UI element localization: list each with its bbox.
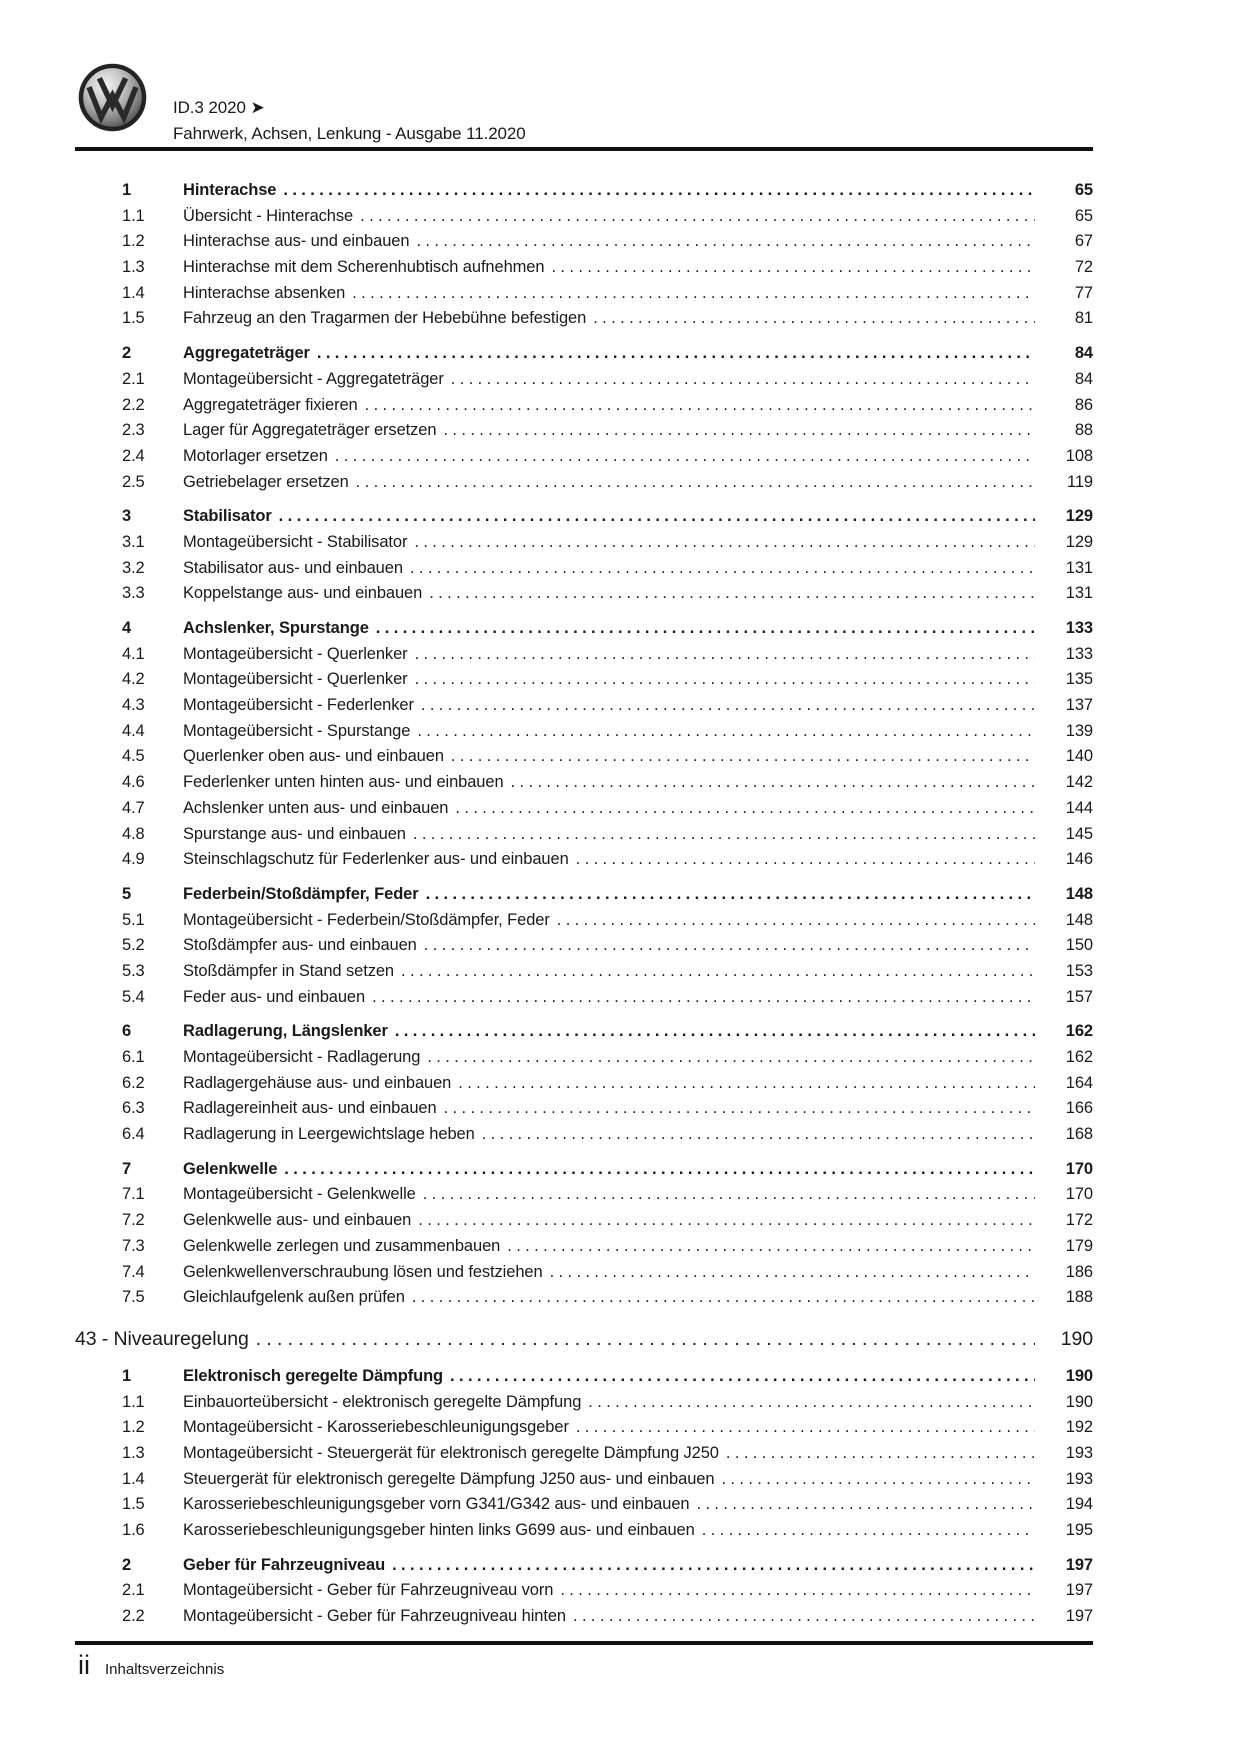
toc-entry-number: 3.3	[122, 584, 145, 603]
dot-leader	[573, 1604, 1035, 1630]
toc-entry-title: Montageübersicht - Stabilisator	[183, 532, 408, 551]
toc-entry-page: 153	[1065, 961, 1093, 980]
dot-leader	[511, 770, 1035, 796]
dot-leader	[410, 556, 1035, 582]
toc-entry-number: 1	[122, 1366, 132, 1385]
dot-leader	[365, 393, 1035, 419]
dot-leader	[429, 581, 1035, 607]
toc-entry-title: Elektronisch geregelte Dämpfung	[183, 1366, 444, 1385]
toc-entry-page: 108	[1065, 446, 1093, 465]
toc-entry-title: Stabilisator	[183, 507, 272, 526]
dot-leader	[427, 1045, 1035, 1071]
toc-entry-title: Montageübersicht - Federlenker	[183, 696, 414, 715]
toc-entry-page: 139	[1065, 721, 1093, 740]
toc-entry-title: Montageübersicht - Federbein/Stoßdämpfer, Feder	[183, 910, 550, 929]
toc-subsection-row	[75, 204, 1093, 230]
toc-subsection-row	[75, 281, 1093, 307]
toc-entry-title: Gelenkwelle zerlegen und zusammenbauen	[183, 1236, 501, 1255]
toc-subsection-row	[75, 530, 1093, 556]
toc-entry-title: Aggregateträger fixieren	[183, 395, 358, 414]
toc-entry-number: 4	[122, 619, 132, 637]
toc-entry-page: 197	[1065, 1607, 1093, 1626]
toc-entry-number: 2.1	[122, 1581, 145, 1600]
toc-section-row	[75, 1019, 1093, 1045]
toc-entry-page: 65	[1074, 181, 1093, 199]
toc-entry-title: Montageübersicht - Querlenker	[183, 670, 408, 689]
dot-leader	[451, 744, 1035, 770]
toc-entry-title: Karosseriebeschleunigungsgeber hinten links G699 aus- und einbauen	[183, 1521, 695, 1539]
toc-entry-title: Radlagerung in Leergewichtslage heben	[183, 1125, 475, 1144]
toc-entry-page: 168	[1065, 1125, 1093, 1144]
dot-leader	[696, 1492, 1035, 1518]
toc-entry-number: 5.4	[122, 987, 145, 1006]
toc-entry-page: 148	[1065, 884, 1093, 903]
toc-chapter-row	[75, 1324, 1093, 1355]
toc-entry-number: 2.3	[122, 421, 145, 440]
toc-subsection-row	[75, 229, 1093, 255]
dot-leader	[416, 229, 1035, 255]
toc-entry-number: 5.3	[122, 961, 145, 980]
vw-logo	[78, 63, 147, 132]
dot-leader	[352, 281, 1035, 307]
dot-leader	[317, 341, 1035, 367]
toc-entry-title: Montageübersicht - Radlagerung	[183, 1048, 421, 1066]
toc-section-row	[75, 1553, 1093, 1579]
toc-entry-page: 77	[1074, 283, 1093, 302]
toc-entry-page: 137	[1065, 696, 1093, 715]
dot-leader	[418, 1208, 1035, 1234]
toc-entry-page: 146	[1065, 850, 1093, 869]
toc-entry-page: 65	[1074, 206, 1093, 225]
toc-entry-number: 1.6	[122, 1521, 145, 1539]
toc-entry-number: 2.2	[122, 1607, 145, 1626]
toc-entry-title: Gelenkwellenverschraubung lösen und festziehen	[183, 1262, 543, 1281]
toc-subsection-row	[75, 1045, 1093, 1071]
toc-subsection-row	[75, 1096, 1093, 1122]
toc-entry-title: Radlagerung, Längslenker	[183, 1022, 388, 1041]
toc-subsection-row	[75, 985, 1093, 1011]
toc-entry-page: 148	[1065, 910, 1093, 929]
dot-leader	[576, 1415, 1035, 1441]
toc-entry-page: 119	[1066, 472, 1093, 491]
toc-subsection-row	[75, 642, 1093, 668]
toc-subsection-row	[75, 306, 1093, 332]
dot-leader	[413, 822, 1035, 848]
toc-entry-title: Motorlager ersetzen	[183, 446, 328, 465]
toc-entry-number: 1.3	[122, 258, 145, 277]
toc-entry-page: 195	[1065, 1521, 1093, 1539]
toc-entry-title: Feder aus- und einbauen	[183, 987, 366, 1006]
dot-leader	[721, 1467, 1035, 1493]
toc-entry-number: 7.1	[122, 1185, 145, 1204]
header-model-line: ID.3 2020 ➤	[173, 98, 265, 117]
toc-entry-page: 140	[1065, 747, 1093, 766]
toc-entry-title: Montageübersicht - Steuergerät für elektronisch geregelte Dämpfung J250	[183, 1443, 719, 1462]
toc-subsection-row	[75, 1182, 1093, 1208]
dot-leader	[414, 530, 1035, 556]
toc-section-row	[75, 882, 1093, 908]
dot-leader	[417, 719, 1035, 745]
toc-entry-title: Hinterachse	[183, 181, 277, 199]
toc-entry-title: Steuergerät für elektronisch geregelte Dämpfung J250 aus- und einbauen	[183, 1469, 715, 1488]
dot-leader	[560, 1578, 1035, 1604]
toc-entry-title: Gelenkwelle aus- und einbauen	[183, 1211, 412, 1230]
dot-leader	[415, 667, 1035, 693]
toc-entry-page: 192	[1065, 1418, 1093, 1437]
header-subtitle: Fahrwerk, Achsen, Lenkung - Ausgabe 11.2020	[173, 124, 526, 143]
toc-entry-title: Federlenker unten hinten aus- und einbauen	[183, 773, 504, 792]
dot-leader	[421, 693, 1035, 719]
toc-section-row	[75, 1157, 1093, 1183]
toc-subsection-row	[75, 1234, 1093, 1260]
toc-entry-title: Lager für Aggregateträger ersetzen	[183, 421, 437, 440]
toc-subsection-row	[75, 1208, 1093, 1234]
page-footer	[78, 1650, 224, 1680]
toc-entry-title: Hinterachse absenken	[183, 283, 346, 302]
toc-entry-page: 157	[1065, 987, 1093, 1006]
toc-entry-title: Stoßdämpfer aus- und einbauen	[183, 936, 417, 955]
dot-leader	[576, 847, 1035, 873]
footer-section-label: Inhaltsverzeichnis	[105, 1661, 225, 1678]
toc-entry-number: 7.2	[122, 1211, 145, 1230]
toc-subsection-row	[75, 393, 1093, 419]
toc-entry-number: 7	[122, 1159, 132, 1178]
toc-entry-number: 1.3	[122, 1443, 145, 1462]
toc-entry-page: 67	[1074, 232, 1093, 251]
dot-leader	[395, 1019, 1035, 1045]
toc-entry-title: Stabilisator aus- und einbauen	[183, 558, 403, 577]
toc-subsection-row	[75, 770, 1093, 796]
dot-leader	[507, 1234, 1035, 1260]
toc-entry-page: 86	[1074, 395, 1093, 414]
toc-subsection-row	[75, 581, 1093, 607]
page-header	[173, 95, 526, 147]
toc-subsection-row	[75, 719, 1093, 745]
toc-entry-number: 4.6	[122, 773, 145, 792]
toc-entry-number: 1.1	[122, 206, 145, 225]
toc-entry-title: Hinterachse aus- und einbauen	[183, 232, 410, 251]
toc-subsection-row	[75, 1467, 1093, 1493]
table-of-contents	[75, 169, 1093, 1630]
toc-entry-number: 6.4	[122, 1125, 145, 1144]
toc-section-row	[75, 616, 1093, 642]
toc-entry-number: 4.3	[122, 696, 145, 715]
toc-entry-title: Montageübersicht - Spurstange	[183, 721, 411, 740]
dot-leader	[256, 1324, 1035, 1355]
toc-entry-page: 193	[1065, 1443, 1093, 1462]
toc-entry-number: 6.2	[122, 1073, 145, 1092]
dot-leader	[458, 1071, 1035, 1097]
toc-section-row	[75, 341, 1093, 367]
toc-entry-page: 133	[1065, 619, 1093, 637]
toc-entry-page: 179	[1065, 1236, 1093, 1255]
toc-subsection-row	[75, 959, 1093, 985]
dot-leader	[426, 882, 1035, 908]
dot-leader	[702, 1518, 1035, 1544]
dot-leader	[401, 959, 1035, 985]
toc-entry-number: 1.2	[122, 232, 145, 251]
toc-entry-number: 5.2	[122, 936, 145, 955]
toc-subsection-row	[75, 1441, 1093, 1467]
toc-entry-title: Montageübersicht - Geber für Fahrzeugniveau vorn	[183, 1581, 554, 1600]
toc-entry-number: 3	[122, 507, 132, 526]
toc-entry-page: 150	[1065, 936, 1093, 955]
toc-entry-number: 1.5	[122, 309, 145, 328]
dot-leader	[415, 642, 1035, 668]
dot-leader	[279, 504, 1035, 530]
toc-entry-page: 162	[1065, 1022, 1093, 1041]
dot-leader	[726, 1441, 1035, 1467]
dot-leader	[283, 178, 1035, 204]
toc-entry-page: 172	[1065, 1211, 1093, 1230]
toc-section-row	[75, 1364, 1093, 1390]
toc-entry-number: 2.2	[122, 395, 145, 414]
toc-subsection-row	[75, 667, 1093, 693]
toc-subsection-row	[75, 556, 1093, 582]
toc-entry-number: 5.1	[122, 910, 145, 929]
toc-entry-title: Koppelstange aus- und einbauen	[183, 584, 423, 603]
header-divider	[75, 147, 1093, 151]
dot-leader	[372, 985, 1035, 1011]
toc-subsection-row	[75, 1285, 1093, 1311]
toc-entry-page: 133	[1065, 644, 1093, 663]
dot-leader	[284, 1157, 1035, 1183]
toc-entry-title: Montageübersicht - Gelenkwelle	[183, 1185, 416, 1204]
dot-leader	[392, 1553, 1035, 1579]
toc-entry-number: 2	[122, 344, 132, 363]
toc-subsection-row	[75, 933, 1093, 959]
toc-entry-title: Montageübersicht - Aggregateträger	[183, 369, 444, 388]
dot-leader	[360, 204, 1035, 230]
toc-entry-page: 81	[1074, 309, 1093, 328]
toc-entry-number: 1.2	[122, 1418, 145, 1437]
toc-entry-title: Radlagergehäuse aus- und einbauen	[183, 1073, 452, 1092]
toc-entry-number: 1.1	[122, 1392, 145, 1411]
dot-leader	[412, 1285, 1035, 1311]
toc-entry-page: 170	[1065, 1159, 1093, 1178]
toc-entry-number: 3.2	[122, 558, 145, 577]
toc-subsection-row	[75, 444, 1093, 470]
toc-subsection-row	[75, 1071, 1093, 1097]
toc-entry-page: 164	[1065, 1073, 1093, 1092]
dot-leader	[423, 1182, 1035, 1208]
dot-leader	[443, 418, 1035, 444]
toc-entry-number: 6.3	[122, 1099, 145, 1118]
toc-entry-number: 2.1	[122, 369, 145, 388]
footer-page-number: ii	[78, 1650, 90, 1680]
toc-entry-title: Spurstange aus- und einbauen	[183, 824, 406, 843]
toc-chapter-title: 43 - Niveauregelung	[75, 1327, 249, 1350]
toc-subsection-row	[75, 1390, 1093, 1416]
toc-subsection-row	[75, 1415, 1093, 1441]
toc-entry-number: 1	[122, 181, 132, 199]
toc-entry-title: Gleichlaufgelenk außen prüfen	[183, 1288, 405, 1307]
dot-leader	[593, 306, 1035, 332]
toc-section-row	[75, 178, 1093, 204]
dot-leader	[551, 255, 1035, 281]
toc-entry-title: Radlagereinheit aus- und einbauen	[183, 1099, 437, 1118]
dot-leader	[335, 444, 1035, 470]
toc-entry-page: 190	[1065, 1392, 1093, 1411]
toc-entry-title: Karosseriebeschleunigungsgeber vorn G341/G342 aus- und einbauen	[183, 1495, 690, 1514]
toc-entry-number: 4.8	[122, 824, 145, 843]
toc-entry-number: 2.5	[122, 472, 145, 491]
toc-entry-page: 88	[1074, 421, 1093, 440]
toc-entry-title: Montageübersicht - Karosseriebeschleunigungsgeber	[183, 1418, 569, 1437]
dot-leader	[376, 616, 1035, 642]
toc-entry-title: Übersicht - Hinterachse	[183, 206, 354, 225]
toc-entry-page: 190	[1065, 1366, 1093, 1385]
toc-subsection-row	[75, 1578, 1093, 1604]
toc-entry-title: Gelenkwelle	[183, 1159, 278, 1178]
toc-entry-number: 4.2	[122, 670, 145, 689]
toc-entry-number: 4.5	[122, 747, 145, 766]
toc-subsection-row	[75, 1518, 1093, 1544]
toc-subsection-row	[75, 744, 1093, 770]
toc-entry-number: 7.5	[122, 1288, 145, 1307]
toc-entry-page: 193	[1065, 1469, 1093, 1488]
toc-entry-page: 131	[1065, 584, 1093, 603]
toc-entry-title: Querlenker oben aus- und einbauen	[183, 747, 444, 766]
toc-entry-number: 4.9	[122, 850, 145, 869]
toc-subsection-row	[75, 908, 1093, 934]
toc-entry-title: Steinschlagschutz für Federlenker aus- und einbauen	[183, 850, 569, 869]
dot-leader	[444, 1096, 1035, 1122]
toc-entry-page: 142	[1065, 773, 1093, 792]
toc-entry-title: Getriebelager ersetzen	[183, 472, 349, 491]
toc-entry-page: 188	[1065, 1288, 1093, 1307]
toc-entry-number: 2	[122, 1555, 132, 1574]
toc-entry-title: Einbauorteübersicht - elektronisch geregelte Dämpfung	[183, 1392, 582, 1411]
toc-entry-number: 4.4	[122, 721, 145, 740]
toc-entry-page: 131	[1065, 558, 1093, 577]
toc-entry-number: 6.1	[122, 1048, 145, 1066]
toc-entry-number: 1.4	[122, 283, 145, 302]
toc-entry-number: 6	[122, 1022, 132, 1041]
dot-leader	[424, 933, 1035, 959]
dot-leader	[550, 1260, 1035, 1286]
toc-entry-page: 190	[1060, 1327, 1093, 1350]
toc-entry-number: 5	[122, 884, 132, 903]
toc-entry-page: 197	[1065, 1581, 1093, 1600]
dot-leader	[557, 908, 1035, 934]
toc-entry-page: 194	[1065, 1495, 1093, 1514]
toc-subsection-row	[75, 1122, 1093, 1148]
toc-entry-title: Geber für Fahrzeugniveau	[183, 1555, 386, 1574]
toc-entry-number: 3.1	[122, 532, 145, 551]
dot-leader	[451, 367, 1035, 393]
footer-divider	[75, 1641, 1093, 1645]
dot-leader	[455, 796, 1035, 822]
toc-entry-title: Hinterachse mit dem Scherenhubtisch aufnehmen	[183, 258, 545, 277]
toc-entry-title: Montageübersicht - Querlenker	[183, 644, 408, 663]
toc-entry-number: 2.4	[122, 446, 145, 465]
toc-entry-page: 166	[1065, 1099, 1093, 1118]
toc-entry-title: Stoßdämpfer in Stand setzen	[183, 961, 395, 980]
toc-subsection-row	[75, 1492, 1093, 1518]
toc-entry-number: 1.4	[122, 1469, 145, 1488]
toc-subsection-row	[75, 470, 1093, 496]
toc-section-row	[75, 504, 1093, 530]
toc-entry-page: 84	[1074, 369, 1093, 388]
toc-subsection-row	[75, 367, 1093, 393]
toc-subsection-row	[75, 255, 1093, 281]
toc-entry-page: 129	[1065, 532, 1093, 551]
toc-entry-page: 170	[1065, 1185, 1093, 1204]
toc-entry-page: 144	[1065, 798, 1093, 817]
toc-entry-page: 197	[1065, 1555, 1093, 1574]
toc-subsection-row	[75, 796, 1093, 822]
toc-subsection-row	[75, 1604, 1093, 1630]
toc-entry-number: 4.1	[122, 644, 145, 663]
toc-entry-number: 4.7	[122, 798, 145, 817]
toc-entry-title: Montageübersicht - Geber für Fahrzeugniveau hinten	[183, 1607, 566, 1626]
dot-leader	[356, 470, 1035, 496]
toc-subsection-row	[75, 693, 1093, 719]
toc-subsection-row	[75, 418, 1093, 444]
toc-entry-page: 129	[1065, 507, 1093, 526]
toc-entry-number: 7.3	[122, 1236, 145, 1255]
toc-entry-page: 84	[1074, 344, 1093, 363]
toc-entry-page: 72	[1074, 258, 1093, 277]
toc-entry-title: Aggregateträger	[183, 344, 310, 363]
toc-entry-page: 135	[1065, 670, 1093, 689]
toc-subsection-row	[75, 847, 1093, 873]
toc-entry-title: Achslenker, Spurstange	[183, 619, 369, 637]
dot-leader	[482, 1122, 1035, 1148]
toc-entry-page: 162	[1065, 1048, 1093, 1066]
toc-entry-title: Achslenker unten aus- und einbauen	[183, 798, 449, 817]
toc-entry-page: 186	[1065, 1262, 1093, 1281]
dot-leader	[450, 1364, 1035, 1390]
toc-subsection-row	[75, 822, 1093, 848]
toc-entry-page: 145	[1065, 824, 1093, 843]
dot-leader	[588, 1390, 1035, 1416]
toc-entry-number: 1.5	[122, 1495, 145, 1514]
toc-subsection-row	[75, 1260, 1093, 1286]
toc-entry-title: Fahrzeug an den Tragarmen der Hebebühne befestigen	[183, 309, 587, 328]
toc-entry-number: 7.4	[122, 1262, 145, 1281]
toc-entry-title: Federbein/Stoßdämpfer, Feder	[183, 884, 419, 903]
